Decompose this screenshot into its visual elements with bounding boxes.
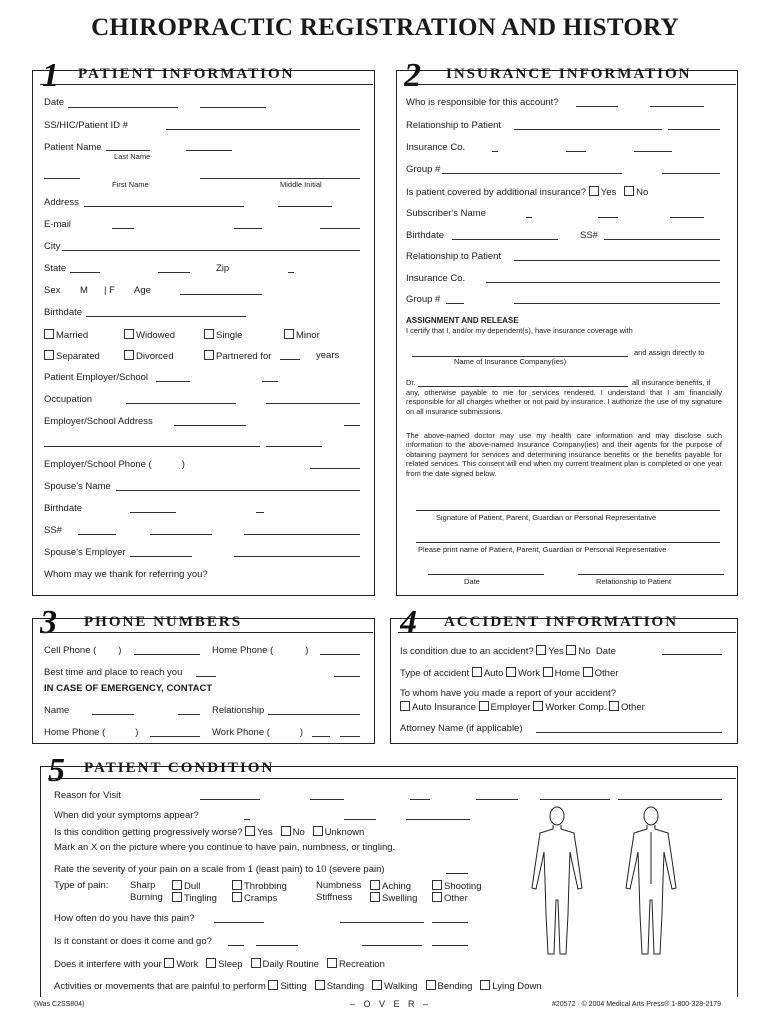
home-checkbox[interactable] <box>543 667 553 677</box>
dull-checkbox[interactable] <box>172 880 182 890</box>
employer-field[interactable] <box>156 381 190 382</box>
assignment-title: ASSIGNMENT AND RELEASE <box>406 316 519 325</box>
interfere-sleep-checkbox[interactable] <box>206 958 216 968</box>
patient-name-label: Patient Name <box>44 142 102 153</box>
relationship-signed-line[interactable] <box>578 574 724 575</box>
separated-label: Separated <box>56 351 100 362</box>
section-5-numeral: 5 <box>48 752 65 785</box>
emergency-name-field[interactable] <box>92 714 134 715</box>
attorney-field[interactable] <box>536 732 722 733</box>
body-diagram-back[interactable] <box>618 804 684 964</box>
section-1-numeral: 1 <box>42 57 59 90</box>
accident-due-label: Is condition due to an accident? <box>400 646 534 657</box>
partnered-checkbox[interactable] <box>204 350 214 360</box>
section-4-numeral: 4 <box>400 604 417 637</box>
separated-checkbox[interactable] <box>44 350 54 360</box>
insurance-co2-field[interactable] <box>486 282 720 283</box>
worse-label: Is this condition getting progressively worse? <box>54 827 243 838</box>
print-name-line[interactable] <box>416 542 720 543</box>
signature-line[interactable] <box>416 510 720 511</box>
responsible-field-2[interactable] <box>650 106 704 107</box>
spouse-employer-field[interactable] <box>130 556 192 557</box>
employer-address-line2b[interactable] <box>266 446 322 447</box>
constant-field[interactable] <box>228 945 244 946</box>
footer-left: (Was C2SS804) <box>34 1001 85 1008</box>
sex-f[interactable]: F <box>109 285 115 296</box>
section-3-title: PHONE NUMBERS <box>84 614 243 630</box>
city-field[interactable] <box>62 250 360 251</box>
interfere-recreation-checkbox[interactable] <box>327 958 337 968</box>
emergency-relationship-field[interactable] <box>268 714 360 715</box>
spouse-ss-label: SS# <box>44 525 62 536</box>
divorced-checkbox[interactable] <box>124 350 134 360</box>
date-signed-line[interactable] <box>428 574 544 575</box>
subscriber-field-3[interactable] <box>670 217 704 218</box>
last-name-field[interactable] <box>106 150 150 151</box>
assignment-text-3: The above-named doctor may use my health care information and may disclose such information to the above-named Insurance Company(ies) and their agents for the purpose of obtaining payment for services and determining insurance benefits or the benefits payable for related services. This consent will end when my current treatment plan is completed or one year from the date signed below. <box>406 431 722 478</box>
email-field[interactable] <box>112 228 134 229</box>
employer-label: Patient Employer/School <box>44 372 149 383</box>
relationship-label: Relationship to Patient <box>406 120 502 131</box>
ss-label: SS/HIC/Patient ID # <box>44 120 128 131</box>
insurance-company-caption: Name of Insurance Company(ies) <box>454 357 567 366</box>
sharp-label: Sharp <box>130 880 156 891</box>
relationship2-field[interactable] <box>514 260 720 261</box>
emergency-relationship-label: Relationship <box>212 705 265 716</box>
widowed-label: Widowed <box>136 330 176 341</box>
page-title: CHIROPRACTIC REGISTRATION AND HISTORY <box>91 14 679 41</box>
spouse-birthdate-label: Birthdate <box>44 503 83 514</box>
reason-field-5[interactable] <box>540 799 610 800</box>
employer-address-line2[interactable] <box>44 446 260 447</box>
section-5-title: PATIENT CONDITION <box>84 760 275 776</box>
section-2-title: INSURANCE INFORMATION <box>446 66 692 82</box>
employer-address-label: Employer/School Address <box>44 416 153 427</box>
shooting-checkbox[interactable] <box>432 880 442 890</box>
additional-yes-checkbox[interactable] <box>589 186 599 196</box>
state-field[interactable] <box>70 272 100 273</box>
divorced-label: Divorced <box>136 351 174 362</box>
relationship-signed-caption: Relationship to Patient <box>596 577 672 586</box>
group2-field-2[interactable] <box>514 303 720 304</box>
insurance-co-field-3[interactable] <box>634 151 672 152</box>
city-label: City <box>44 241 61 252</box>
assign-dr-label: Dr. <box>406 378 416 387</box>
last-name-caption: Last Name <box>114 152 151 161</box>
swelling-checkbox[interactable] <box>370 892 380 902</box>
date-signed-caption: Date <box>464 577 480 586</box>
auto-insurance-checkbox[interactable] <box>400 701 410 711</box>
married-checkbox[interactable] <box>44 329 54 339</box>
section-number-5 <box>48 751 78 785</box>
email-label: E-mail <box>44 219 71 230</box>
emergency-contact-heading: IN CASE OF EMERGENCY, CONTACT <box>44 683 213 694</box>
spouse-ss-field-3[interactable] <box>244 534 360 535</box>
emergency-work-label: Work Phone ( <box>212 727 270 738</box>
walking-checkbox[interactable] <box>372 980 382 990</box>
standing-checkbox[interactable] <box>315 980 325 990</box>
symptoms-field[interactable] <box>244 819 250 820</box>
insurance-co-label: Insurance Co. <box>406 142 466 153</box>
throbbing-checkbox[interactable] <box>232 880 242 890</box>
attorney-label: Attorney Name (if applicable) <box>400 723 523 734</box>
assignment-text-2: any, otherwise payable to me for services rendered. I understand that I am financially responsible for all charges whether or not paid by insurance. I authorize the use of my signature on all insurance submissions. <box>406 388 722 416</box>
best-time-label: Best time and place to reach you <box>44 667 183 678</box>
email-field-3[interactable] <box>320 228 360 229</box>
address-field[interactable] <box>84 206 244 207</box>
employer-phone-field[interactable] <box>310 468 360 469</box>
footer-over: – O V E R – <box>350 999 432 1009</box>
footer-right: #20572 · © 2004 Medical Arts Press® 1-800-328-2179 <box>552 1001 722 1008</box>
report-label: To whom have you made a report of your accident? <box>400 688 616 699</box>
rate-label: Rate the severity of your pain on a scale from 1 (least pain) to 10 (severe pain) <box>54 864 385 875</box>
section-1-title: PATIENT INFORMATION <box>78 66 295 82</box>
occupation-field[interactable] <box>126 403 236 404</box>
minor-checkbox[interactable] <box>284 329 294 339</box>
employer-address-field-2[interactable] <box>344 425 360 426</box>
interfere-work-checkbox[interactable] <box>164 958 174 968</box>
worse-no-checkbox[interactable] <box>281 826 291 836</box>
auto-checkbox[interactable] <box>472 667 482 677</box>
cramps-checkbox[interactable] <box>232 892 242 902</box>
email-field-2[interactable] <box>234 228 262 229</box>
activities-label: Activities or movements that are painful to perform <box>54 981 266 992</box>
how-often-label: How often do you have this pain? <box>54 913 195 924</box>
insurance-co2-label: Insurance Co. <box>406 273 466 284</box>
insurance-co-field[interactable] <box>492 151 498 152</box>
employer-address-field[interactable] <box>174 425 246 426</box>
tingling-checkbox[interactable] <box>172 892 182 902</box>
relationship2-label: Relationship to Patient <box>406 251 502 262</box>
widowed-checkbox[interactable] <box>124 329 134 339</box>
sex-m[interactable]: M <box>80 285 88 296</box>
first-name-field[interactable] <box>44 178 80 179</box>
state-label: State <box>44 263 67 274</box>
spouse-employer-label: Spouse's Employer <box>44 547 126 558</box>
symptoms-field-3[interactable] <box>406 819 470 820</box>
home-phone-label: Home Phone ( <box>212 645 274 656</box>
print-name-caption: Please print name of Patient, Parent, Guardian or Personal Representative <box>418 545 667 554</box>
constant-label: Is it constant or does it come and go? <box>54 936 212 947</box>
constant-field-2[interactable] <box>256 945 298 946</box>
worse-unknown-checkbox[interactable] <box>313 826 323 836</box>
spouse-name-field[interactable] <box>116 490 360 491</box>
rate-field[interactable] <box>446 873 468 874</box>
subscriber-field[interactable] <box>526 217 532 218</box>
accident-yes-checkbox[interactable] <box>536 645 546 655</box>
single-checkbox[interactable] <box>204 329 214 339</box>
how-often-field-2[interactable] <box>340 922 424 923</box>
emergency-name-label: Name <box>44 705 70 716</box>
emergency-home-label: Home Phone ( <box>44 727 106 738</box>
mark-x-instruction: Mark an X on the picture where you continue to have pain, numbness, or tingling. <box>54 842 396 853</box>
assign-text-2a: all insurance benefits, if <box>632 378 711 387</box>
cell-phone-field[interactable] <box>134 654 200 655</box>
partnered-label: Partnered for <box>216 351 272 362</box>
numbness-label: Numbness <box>316 880 362 891</box>
relationship-field[interactable] <box>514 129 662 130</box>
burning-label: Burning <box>130 892 163 903</box>
best-time-field-2[interactable] <box>334 676 360 677</box>
pain-other-checkbox[interactable] <box>432 892 442 902</box>
worse-yes-checkbox[interactable] <box>245 826 255 836</box>
sex-label: Sex <box>44 285 61 296</box>
section-2-numeral: 2 <box>404 57 421 90</box>
constant-field-3[interactable] <box>362 945 422 946</box>
sitting-checkbox[interactable] <box>268 980 278 990</box>
worker-comp-checkbox[interactable] <box>533 701 543 711</box>
ins-ss-label: SS# <box>580 230 598 241</box>
employer-field-2[interactable] <box>262 381 278 382</box>
group2-label: Group # <box>406 294 441 305</box>
employer-phone-label: Employer/School Phone ( <box>44 459 152 470</box>
how-often-field[interactable] <box>214 922 264 923</box>
additional-no-checkbox[interactable] <box>624 186 634 196</box>
address-label: Address <box>44 197 79 208</box>
phone-numbers-panel <box>32 618 375 744</box>
accident-type-label: Type of accident <box>400 668 470 679</box>
group-label: Group # <box>406 164 441 175</box>
report-other-checkbox[interactable] <box>609 701 619 711</box>
middle-initial-caption: Middle Initial <box>280 180 322 189</box>
group2-field[interactable] <box>446 303 464 304</box>
age-field[interactable] <box>180 294 262 295</box>
middle-initial-field[interactable] <box>200 178 360 179</box>
doctor-name-field[interactable] <box>418 386 628 387</box>
birthdate-field[interactable] <box>86 316 246 317</box>
reason-field-6[interactable] <box>618 799 722 800</box>
single-label: Single <box>216 330 243 341</box>
address-field-2[interactable] <box>278 206 332 207</box>
spouse-ss-field[interactable] <box>78 534 116 535</box>
pain-type-label: Type of pain: <box>54 880 109 891</box>
spouse-ss-field-2[interactable] <box>150 534 212 535</box>
assign-and-label: and assign directly to <box>634 348 705 357</box>
body-diagram-front[interactable] <box>524 804 590 964</box>
subscriber-label: Subscriber's Name <box>406 208 486 219</box>
accident-date-field[interactable] <box>662 654 722 655</box>
reason-field-4[interactable] <box>476 799 518 800</box>
how-often-field-3[interactable] <box>432 922 468 923</box>
symptoms-field-2[interactable] <box>344 819 376 820</box>
interfere-label: Does it interfere with your <box>54 959 162 970</box>
responsible-field[interactable] <box>576 106 618 107</box>
years-label: years <box>316 350 340 361</box>
stiffness-label: Stiffness <box>316 892 353 903</box>
last-name-field-2[interactable] <box>186 150 232 151</box>
insurance-co-field-2[interactable] <box>566 151 586 152</box>
ins-birthdate-label: Birthdate <box>406 230 445 241</box>
birthdate-label: Birthdate <box>44 307 83 318</box>
date-field[interactable] <box>68 107 178 108</box>
occupation-field-2[interactable] <box>266 403 360 404</box>
additional-insurance-label: Is patient covered by additional insurance? <box>406 187 587 198</box>
state-field-2[interactable] <box>158 272 190 273</box>
zip-label: Zip <box>216 263 230 274</box>
best-time-field[interactable] <box>196 676 216 677</box>
referral-label: Whom may we thank for referring you? <box>44 569 208 580</box>
ss-field[interactable] <box>166 129 360 130</box>
symptoms-label: When did your symptoms appear? <box>54 810 199 821</box>
bending-checkbox[interactable] <box>426 980 436 990</box>
assignment-text-1: I certify that I, and/or my dependent(s), have insurance coverage with <box>406 326 633 335</box>
accident-date-label: Date <box>595 646 616 657</box>
employer-checkbox[interactable] <box>479 701 489 711</box>
minor-label: Minor <box>296 330 320 341</box>
date-label: Date <box>44 97 65 108</box>
section-3-numeral: 3 <box>40 604 57 637</box>
signature-caption: Signature of Patient, Parent, Guardian or Personal Representative <box>436 513 657 522</box>
spouse-birthdate-field-2[interactable] <box>256 512 264 513</box>
age-label: Age <box>134 285 151 296</box>
subscriber-field-2[interactable] <box>598 217 618 218</box>
aching-checkbox[interactable] <box>370 880 380 890</box>
group-field-2[interactable] <box>662 173 720 174</box>
first-name-caption: First Name <box>112 180 149 189</box>
other-checkbox[interactable] <box>583 667 593 677</box>
zip-field[interactable] <box>288 272 294 273</box>
group-field[interactable] <box>442 173 622 174</box>
emergency-home-field[interactable] <box>150 736 200 737</box>
married-label: Married <box>56 330 89 341</box>
work-checkbox[interactable] <box>506 667 516 677</box>
occupation-label: Occupation <box>44 394 93 405</box>
relationship-field-2[interactable] <box>668 129 720 130</box>
ins-ss-field[interactable] <box>604 239 720 240</box>
reason-field-3[interactable] <box>410 799 430 800</box>
lying-down-checkbox[interactable] <box>480 980 490 990</box>
home-phone-field[interactable] <box>320 654 360 655</box>
interfere-routine-checkbox[interactable] <box>251 958 261 968</box>
reason-label: Reason for Visit <box>54 790 121 801</box>
spouse-birthdate-field[interactable] <box>130 512 176 513</box>
constant-field-4[interactable] <box>432 945 468 946</box>
spouse-employer-field-2[interactable] <box>234 556 360 557</box>
spouse-name-label: Spouse's Name <box>44 481 111 492</box>
partnered-years-field[interactable] <box>280 359 300 360</box>
date-field-2[interactable] <box>200 107 266 108</box>
emergency-name-field-2[interactable] <box>178 714 200 715</box>
section-4-title: ACCIDENT INFORMATION <box>444 614 679 630</box>
emergency-work-field-2[interactable] <box>340 736 360 737</box>
accident-no-checkbox[interactable] <box>566 645 576 655</box>
ins-birthdate-field[interactable] <box>452 239 558 240</box>
responsible-label: Who is responsible for this account? <box>406 97 559 108</box>
emergency-work-field[interactable] <box>312 736 330 737</box>
reason-field[interactable] <box>200 799 260 800</box>
reason-field-2[interactable] <box>310 799 344 800</box>
cell-phone-label: Cell Phone ( <box>44 645 97 656</box>
